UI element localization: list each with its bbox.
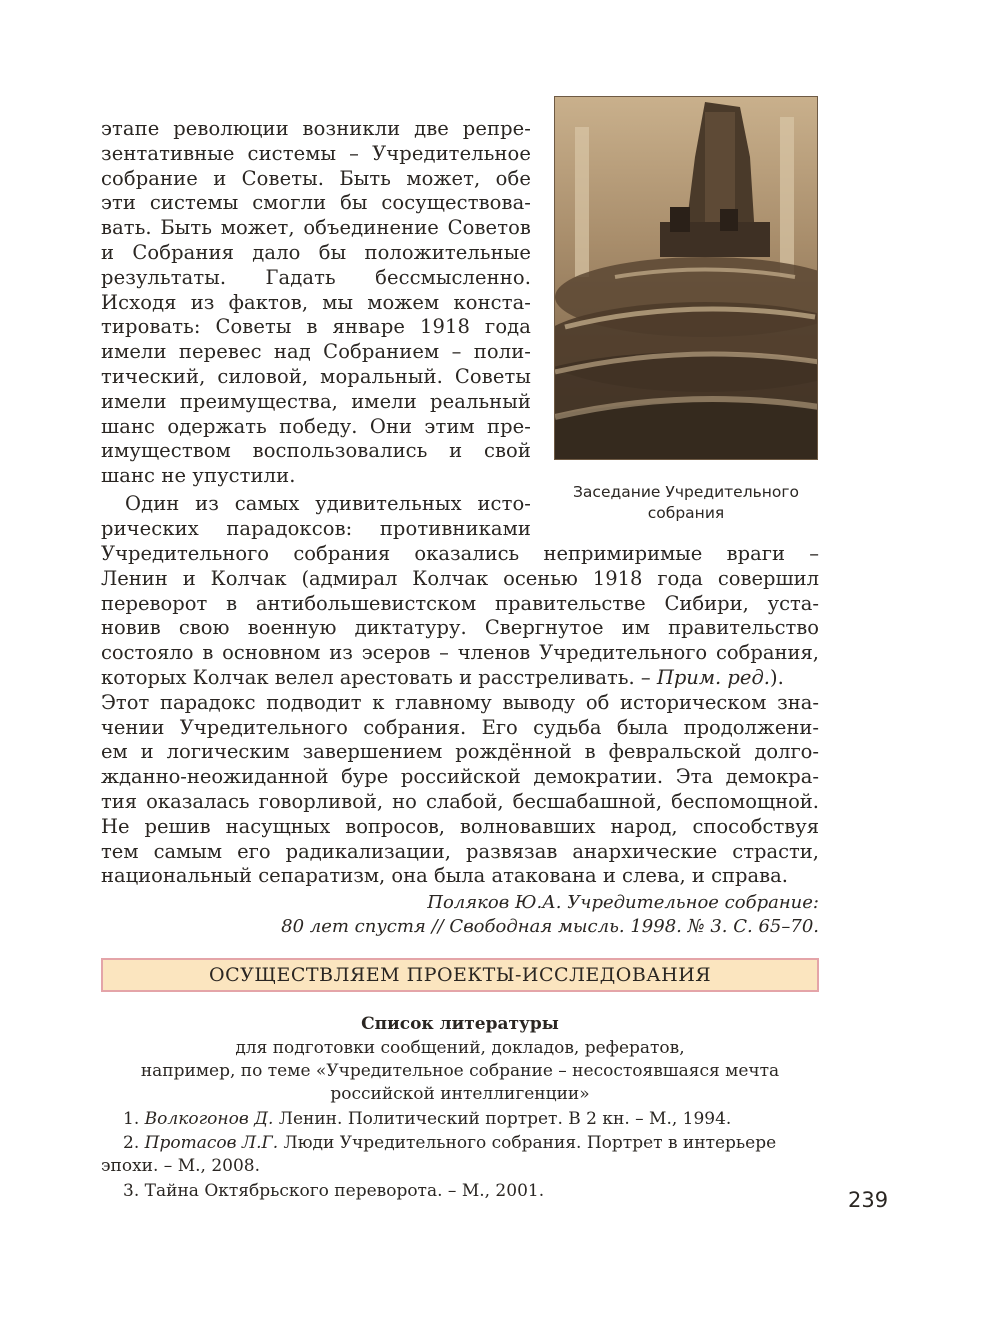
text-line: эти системы смогли бы сосуществова- [101,191,531,215]
text-line: состояло в основном из эсеров – членов Учредительного собрания, [101,641,819,665]
text-line: рических парадоксов: противниками [101,516,531,540]
photo-caption-line: собрания [647,504,725,522]
text-line: новив свою военную диктатуру. Свергнутое им правительство [101,616,819,640]
literature-subtitle-line: например, по теме «Учредительное собрание – несостоявшаяся мечта [140,1061,780,1081]
text-line: чении Учредительного собрания. Его судьба была продолжени- [101,715,819,739]
text-line: шанс не упустили. [101,464,296,488]
text-line: Один из самых удивительных исто- [125,492,531,515]
photo-caption-line: Заседание Учредительного [573,483,799,501]
editor-note: Прим. ред. [656,665,771,689]
text-line: Этот парадокс подводит к главному выводу об историческом зна- [101,690,819,714]
citation-line: 80 лет спустя // Свободная мысль. 1998. № 3. С. 65–70. [281,916,819,937]
text-line: результаты. Гадать бессмысленно. [101,265,531,289]
literature-item [101,1132,819,1178]
section-header [101,958,819,992]
text-line: этапе революции возникли две репре- [101,117,531,140]
text-line: шанс одержать победу. Они этим пре- [101,414,531,438]
text-line: Учредительного собрания оказались непримиримые враги – [101,542,819,565]
literature-item-author: Волкогонов Д. [144,1109,274,1129]
text-line: переворот в антибольшевистском правительстве Сибири, уста- [101,591,819,615]
photo-caption [554,482,818,524]
text-line [101,666,819,691]
literature-item [101,1108,841,1131]
literature-item-text: эпохи. – М., 2008. [101,1156,261,1176]
assembly-photo-image [555,97,818,460]
literature-subtitle-line: российской интеллигенции» [330,1084,590,1104]
paragraph-2-column [101,492,531,542]
literature-item-text: Тайна Октябрьского переворота. – М., 2001. [144,1181,545,1201]
text-line: жданно-неожиданной буре российской демократии. Эта демокра- [101,765,819,789]
text-line: тем самым его радикализации, развязав анархические страсти, [101,839,819,863]
literature-title: Список литературы [361,1014,559,1034]
paragraph-1 [101,117,531,489]
citation-line: Поляков Ю.А. Учредительное собрание: [427,892,819,913]
literature-item-number: 3. [123,1181,140,1201]
literature-item [101,1180,841,1203]
literature-item-text: Ленин. Политический портрет. В 2 кн. – М., 1994. [273,1109,732,1129]
text-line: тия оказалась говорливой, но слабой, бесшабашной, беспомощной. [101,789,819,813]
text-line: Ленин и Колчак (адмирал Колчак осенью 1918 года совершил [101,566,819,590]
text-line: собрание и Советы. Быть может, обе [101,166,531,190]
text-line: тический, силовой, моральный. Советы [101,364,531,388]
citation [281,891,819,939]
text-line: имели перевес над Собранием – поли- [101,340,531,364]
text-line: национальный сепаратизм, она была атакована и слева, и справа. [101,864,788,888]
text-line: ем и логическим завершением рождённой в февральской долго- [101,740,819,764]
assembly-photo [554,96,818,460]
literature-item-number: 1. [123,1109,140,1129]
editor-note-tail: ). [770,665,784,689]
literature-item-text: Люди Учредительного собрания. Портрет в интерьере [278,1133,777,1153]
literature-item-number: 2. [123,1133,140,1153]
text-line: имуществом воспользовались и свой [101,439,531,463]
section-title: ОСУЩЕСТВЛЯЕМ ПРОЕКТЫ-ИССЛЕДОВАНИЯ [209,964,712,986]
text-line: зентативные системы – Учредительное [101,141,531,165]
text-line: тировать: Советы в январе 1918 года [101,315,531,339]
paragraph-2-wide [101,542,819,889]
text-line-part: которых Колчак велел арестовать и расстреливать. – [101,665,651,689]
text-line: вать. Быть может, объединение Советов [101,216,531,240]
literature-subtitle-line: для подготовки сообщений, докладов, рефератов, [235,1038,685,1058]
text-line: и Собрания дало бы положительные [101,240,531,264]
literature-item-author: Протасов Л.Г. [144,1133,279,1153]
literature-subtitle [101,1037,819,1106]
text-line: Не решив насущных вопросов, волновавших народ, способствуя [101,814,819,838]
text-line: Исходя из фактов, мы можем конста- [101,290,531,314]
page-number: 239 [848,1188,889,1212]
text-line: имели преимущества, имели реальный [101,389,531,413]
